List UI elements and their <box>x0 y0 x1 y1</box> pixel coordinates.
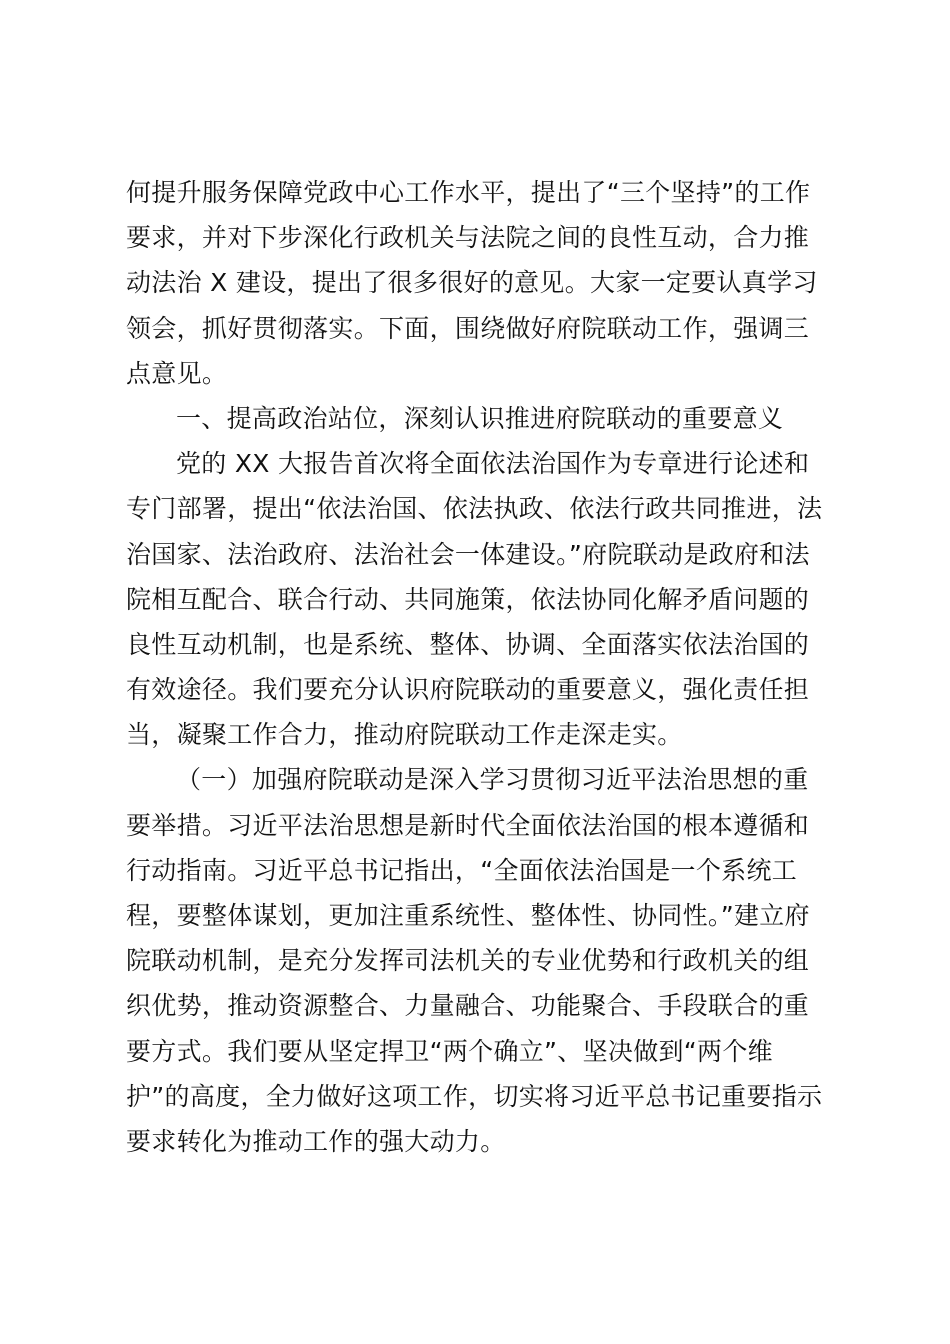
text-line: （一）加强府院联动是深入学习贯彻习近平法治思想的重 <box>176 765 809 795</box>
section-heading: 一、提高政治站位，深刻认识推进府院联动的重要意义 <box>176 403 784 433</box>
text-line: 何提升服务保障党政中心工作水平，提出了“三个坚持”的工作 <box>126 178 811 207</box>
paragraph-significance <box>126 441 832 757</box>
text-line: 行动指南。习近平总书记指出，“全面依法治国是一个系统工 <box>126 855 798 885</box>
paragraph-subsection-one <box>126 757 832 1164</box>
text-line: 党的 XX 大报告首次将全面依法治国作为专章进行论述和 <box>176 449 810 479</box>
text-line: 织优势，推动资源整合、力量融合、功能聚合、手段联合的重 <box>126 991 810 1021</box>
text-line: 要求，并对下步深化行政机关与法院之间的良性互动，合力推 <box>126 223 810 253</box>
text-line: 要举措。习近平法治思想是新时代全面依法治国的根本遵循和 <box>126 810 810 840</box>
text-line: 要方式。我们要从坚定捍卫“两个确立”、坚决做到“两个维 <box>126 1036 773 1066</box>
text-line: 院相互配合、联合行动、共同施策，依法协同化解矛盾问题的 <box>126 584 810 614</box>
section-heading-one <box>126 396 832 441</box>
text-line: 专门部署，提出“依法治国、依法执政、依法行政共同推进，法 <box>126 494 823 524</box>
text-line: 领会，抓好贯彻落实。下面，围绕做好府院联动工作，强调三 <box>126 313 810 343</box>
text-line: 有效途径。我们要充分认识府院联动的重要意义，强化责任担 <box>126 675 810 705</box>
document-body <box>126 170 832 1164</box>
text-line: 护”的高度，全力做好这项工作，切实将习近平总书记重要指示 <box>126 1081 823 1111</box>
paragraph-continuation <box>126 170 832 396</box>
text-line: 动法治 X 建设，提出了很多很好的意见。大家一定要认真学习 <box>126 268 818 298</box>
text-line: 良性互动机制，也是系统、整体、协调、全面落实依法治国的 <box>126 629 810 659</box>
text-line: 当，凝聚工作合力，推动府院联动工作走深走实。 <box>126 720 683 750</box>
text-line: 程，要整体谋划，更加注重系统性、整体性、协同性。”建立府 <box>126 901 810 930</box>
text-line: 要求转化为推动工作的强大动力。 <box>126 1126 506 1156</box>
text-line: 点意见。 <box>126 358 228 388</box>
text-line: 治国家、法治政府、法治社会一体建设。”府院联动是政府和法 <box>126 539 810 569</box>
text-line: 院联动机制，是充分发挥司法机关的专业优势和行政机关的组 <box>126 946 810 976</box>
